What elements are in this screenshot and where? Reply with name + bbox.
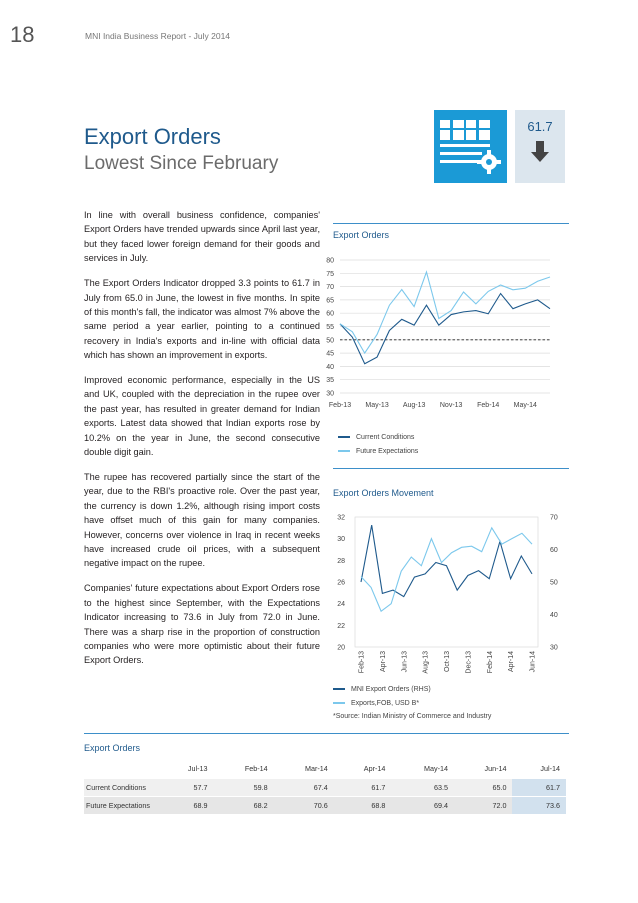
y-tick-label-left: 26: [337, 579, 345, 587]
y-tick-label-left: 30: [337, 536, 345, 544]
y-tick-label: 45: [326, 350, 334, 358]
x-tick-label: Feb-13: [358, 651, 366, 674]
x-tick-label: Apr-13: [379, 651, 387, 673]
x-tick-label: Aug-13: [422, 651, 430, 674]
legend-item: MNI Export Orders (RHS): [333, 686, 431, 693]
legend-item: Current Conditions: [338, 434, 418, 441]
indicator-value-box: [515, 110, 565, 183]
x-tick-label: Oct-13: [444, 651, 451, 673]
row-label: Future Expectations: [84, 797, 160, 815]
y-tick-label-left: 24: [337, 601, 345, 609]
y-tick-label: 50: [326, 337, 334, 345]
export-boxes-gear-icon: [434, 110, 507, 183]
y-tick-label: 40: [326, 363, 334, 371]
x-tick-label: Feb-14: [486, 651, 494, 674]
series-line-mni-export-orders-rhs-: [361, 525, 532, 597]
chart-source: *Source: Indian Ministry of Commerce and Industry: [333, 713, 492, 720]
article-body: [84, 208, 320, 678]
y-tick-label-left: 28: [337, 557, 345, 565]
table-cell: 73.6: [512, 797, 566, 815]
paragraph: Improved economic performance, especially in the US and UK, coupled with the depreciation in the rupee over the past year, has resulted in greater demand for Indian exports. Latest data showed that Indian exports rose by 10.2% on the year in June, the second consecutive double digit gain.: [84, 375, 320, 458]
table-cell: 59.8: [213, 779, 273, 797]
series-line-exports-fob-usd-b-: [361, 528, 532, 611]
export-orders-movement-chart: [310, 505, 575, 690]
column-header: Apr-14: [363, 764, 386, 773]
table-cell: 68.2: [213, 797, 273, 815]
export-orders-table: [84, 764, 566, 815]
table-cell: 57.7: [160, 779, 213, 797]
y-tick-label-right: 30: [550, 644, 558, 652]
table-cell: 70.6: [274, 797, 334, 815]
paragraph: The Export Orders Indicator dropped 3.3 points to 61.7 in July from 65.0 in June, the lowest in five months. In spite of this month's fall, the indicator was almost 7% above the same period a year earlier, pointing to a continued recovery in India's exports and in-line with official data which has shown an improvement in exports.: [84, 278, 320, 361]
page-subtitle: Lowest Since February: [84, 153, 279, 174]
y-tick-label: 60: [326, 310, 334, 318]
row-label: Current Conditions: [84, 779, 160, 797]
y-tick-label-left: 32: [337, 514, 345, 522]
x-tick-label: Apr-14: [508, 651, 516, 673]
table-cell: 69.4: [391, 797, 454, 815]
table-row: [84, 797, 566, 815]
page-number: 18: [10, 22, 35, 47]
table-header-row: [84, 764, 566, 779]
x-tick-label: Jun-13: [401, 651, 409, 673]
plot-frame: [355, 517, 538, 647]
table-cell: 61.7: [512, 779, 566, 797]
y-tick-label: 35: [326, 377, 334, 385]
y-tick-label: 80: [326, 257, 334, 265]
table-title: Export Orders: [84, 743, 141, 753]
x-tick-label: Nov-13: [439, 402, 463, 409]
y-tick-label-left: 22: [337, 622, 345, 630]
chart-top-rule: [333, 223, 569, 224]
column-header: Mar-14: [304, 764, 328, 773]
report-header: MNI India Business Report - July 2014: [85, 31, 231, 41]
table-cell: 68.8: [334, 797, 392, 815]
paragraph: In line with overall business confidence, companies' Export Orders have trended upwards since April last year, but they faced lower foreign demand for their goods and services in July.: [84, 210, 320, 264]
chart-title: Export Orders Movement: [333, 488, 434, 498]
x-tick-label: May-13: [365, 402, 389, 409]
table-cell: 72.0: [454, 797, 512, 815]
y-tick-label: 30: [326, 390, 334, 398]
table-row: [84, 779, 566, 797]
x-tick-label: Dec-13: [465, 651, 473, 674]
table-cell: 63.5: [391, 779, 454, 797]
down-arrow-icon: [531, 141, 549, 163]
y-tick-label-right: 40: [550, 612, 558, 619]
table-cell: 61.7: [334, 779, 392, 797]
legend-item: Future Expectations: [338, 448, 418, 455]
y-tick-label: 55: [326, 324, 334, 331]
column-header: Jul-14: [540, 764, 560, 773]
chart-legend: [338, 434, 418, 455]
x-tick-label: Jun-14: [529, 651, 537, 673]
x-tick-label: Aug-13: [402, 402, 426, 409]
paragraph: The rupee has recovered partially since the start of the year, due to the RBI's proactive role. Over the past year, the currency is down 1.2%, although rising import costs have offset much of this gain for many companies. However, concerns over violence in Iraq in recent weeks have increased crude oil prices, with a subsequent negative impact on the rupee.: [84, 472, 320, 569]
paragraph: Companies' future expectations about Export Orders rose to the highest since September, with the Expectations Indicator increasing to 73.6 in July from 72.0 in June. There was a sharp rise in the proportion of construction companies who were more optimistic about their future Export Orders.: [84, 583, 320, 666]
table-cell: 65.0: [454, 779, 512, 797]
table-cell: 68.9: [160, 797, 213, 815]
column-header: Jul-13: [187, 764, 208, 773]
indicator-value: 61.7: [527, 119, 553, 134]
indicator-badge: [434, 110, 565, 183]
y-tick-label-right: 60: [550, 547, 558, 554]
chart-divider-rule: [333, 468, 569, 469]
table-top-rule: [84, 733, 569, 734]
y-tick-label: 75: [326, 270, 334, 278]
chart-title: Export Orders: [333, 230, 390, 240]
x-tick-label: Feb-14: [477, 402, 500, 409]
chart-legend: [333, 686, 431, 707]
y-tick-label-left: 20: [337, 644, 345, 652]
x-tick-label: Feb-13: [328, 402, 352, 409]
series-line-future-expectations: [340, 272, 550, 353]
y-tick-label-right: 50: [550, 579, 558, 587]
page-title: Export Orders: [84, 124, 221, 149]
column-header: Feb-14: [244, 764, 268, 773]
y-tick-label-right: 70: [550, 514, 558, 522]
column-header: May-14: [424, 764, 448, 773]
column-header: Jun-14: [484, 764, 507, 773]
table-cell: 67.4: [274, 779, 334, 797]
y-tick-label: 65: [326, 297, 334, 305]
legend-item: Exports,FOB, USD B*: [333, 700, 431, 707]
export-orders-chart: [310, 250, 570, 420]
x-tick-label: May-14: [513, 402, 537, 409]
y-tick-label: 70: [326, 284, 334, 292]
